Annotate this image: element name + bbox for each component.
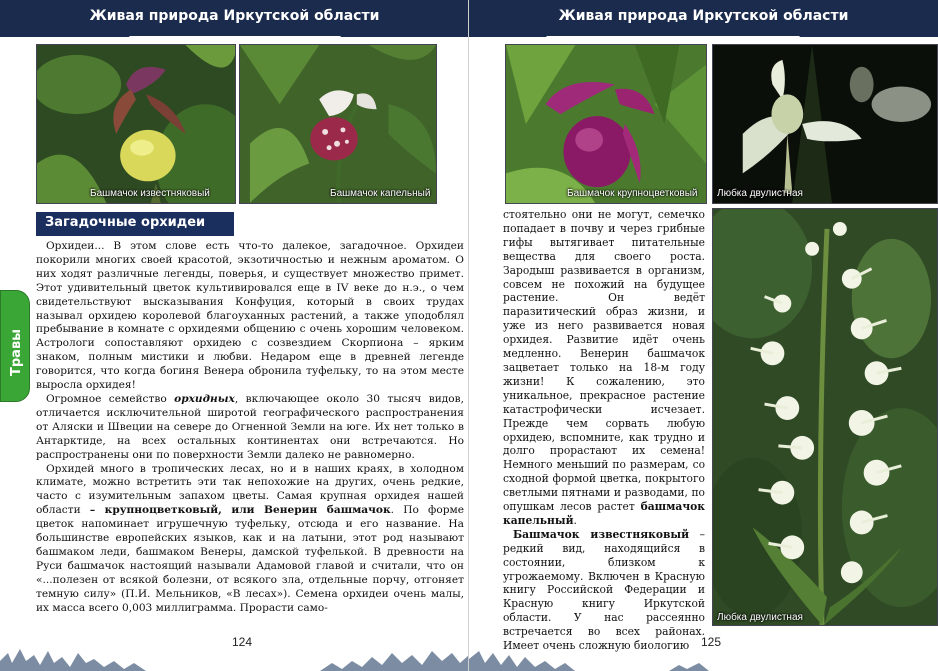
paragraph <box>503 208 705 528</box>
header-title: Живая природа Иркутской области <box>558 8 849 24</box>
emphasis-text: башмачок капельный <box>503 500 705 527</box>
section-title: Загадочные орхидеи <box>36 212 234 236</box>
photo-caption: Башмачок крупноцветковый <box>567 188 698 199</box>
photo-platanthera-closeup <box>712 44 938 204</box>
text-run: . По форме цветок напоминает игрушечную туфельку, отсюда и его название. На большинстве европейских языков, как и на латыни, этот род называют башмаком леди, башмаком Венеры, дамской туфелькой. В древности на Руси башмачок настоящий называли Адамовой главой и считали, что он «...полезен от всякой болезни, от всякого зла, отдельные порчу, отгоняет темную силу» (П.И. Мельников, «В лесах»). Семена орхидеи очень малы, их масса всего 0,003 миллиграмма. Прорасти само- <box>36 504 464 614</box>
side-tab-label: Травы <box>9 329 24 376</box>
forest-silhouette-top <box>469 23 938 37</box>
text-run: Орхидеи... В этом слове есть что-то далекое, загадочное. Орхидеи покорили многих своей красотой, экзотичностью и нежным ароматом. О них ходят различные легенды, поверья, и существует множество примет. Этот удивительный цветок культивировался еще в IV веке до н.э., о чем свидетельствуют высказывания Конфуция, который в своих трудах называл орхидею королевой благоуханных растений, а также уподоблял пребывание в комнате с орхидеями общению с очень хорошим человеком. Астрологи сопоставляют орхидею с созвездием Скорпиона – ярким знаком, полным мистики и любви. Недаром еще в древней легенде говорится, что когда богиня Венера обронила туфельку, то на этом месте выросла орхидея! <box>36 240 464 392</box>
header-title: Живая природа Иркутской области <box>89 8 380 24</box>
side-tab-herbs[interactable] <box>0 290 30 402</box>
page-header <box>469 0 938 36</box>
page-number: 124 <box>232 635 253 649</box>
page-number: 125 <box>701 635 722 649</box>
paragraph <box>36 393 464 463</box>
right-body-text <box>503 208 705 653</box>
text-run: Огромное семейство <box>46 392 175 405</box>
photo-caption: Башмачок капельный <box>330 188 431 199</box>
photo-platanthera-inflorescence <box>712 208 938 626</box>
photo-cypripedium-guttatum <box>239 44 437 204</box>
right-page <box>469 0 938 671</box>
text-run: . <box>573 513 577 527</box>
text-run: , включающее около 30 тысяч видов, отличается исключительной широтой географического распространения от Аляски и Швеции на севере до Огненной Земли на юге. Их нет только в Антарктиде, на всех остальных континентах они встречаются. Но распространены они по поверхности Земли далеко не равномерно. <box>36 392 464 461</box>
forest-silhouette-top <box>0 23 469 37</box>
text-run: Орхидей много в тропических лесах, но и в наших краях, в холодном климате, можно встретить эти так непохожие на других, очень редкие, часто с изумительным запахом цветы. Самая крупная орхидея нашей области <box>36 462 464 517</box>
photo-caption: Любка двулистная <box>717 612 803 623</box>
paragraph <box>36 463 464 616</box>
left-body-text <box>36 240 464 615</box>
emphasis-text: Башмачок известняковый <box>513 527 690 541</box>
photo-cypripedium-calceolus <box>36 44 236 204</box>
emphasis-text: – крупноцветковый, или Венерин башмачок <box>89 504 391 517</box>
photo-caption: Башмачок известняковый <box>90 188 210 199</box>
page-header <box>0 0 469 36</box>
text-run: – редкий вид, находящийся в состоянии, близком к угрожаемому. Включен в Красную книгу Российской Федерации и Красную книгу Иркутской области. У нас рассеянно встречается во всех районах. Имеет очень сложную биологию <box>503 527 705 653</box>
emphasis-text: орхидных <box>174 392 235 405</box>
text-run: стоятельно они не могут, семечко попадает в почву и через грибные гифы вытягивает питательные вещества для своего роста. Зародыш развивается в организм, совсем не похожий на будущее растение. Он ведёт паразитический образ жизни, и уже из него развивается новая орхидея. Развитие идёт очень медленно. Венерин башмачок зацветает только на 18-м году жизни! К сожалению, это уникальное, прекрасное растение катастрофически исчезает. Прежде чем сорвать любую орхидею, вспомните, как трудно и долго прорастают их семена! Немного меньший по размерам, со сходной формой цветка, покрытого светлыми пятнами и разводами, по опушкам лесов растет <box>503 208 705 514</box>
paragraph <box>36 240 464 393</box>
photo-caption: Любка двулистная <box>717 188 803 199</box>
paragraph <box>503 528 705 653</box>
photo-cypripedium-macranthos <box>505 44 707 204</box>
